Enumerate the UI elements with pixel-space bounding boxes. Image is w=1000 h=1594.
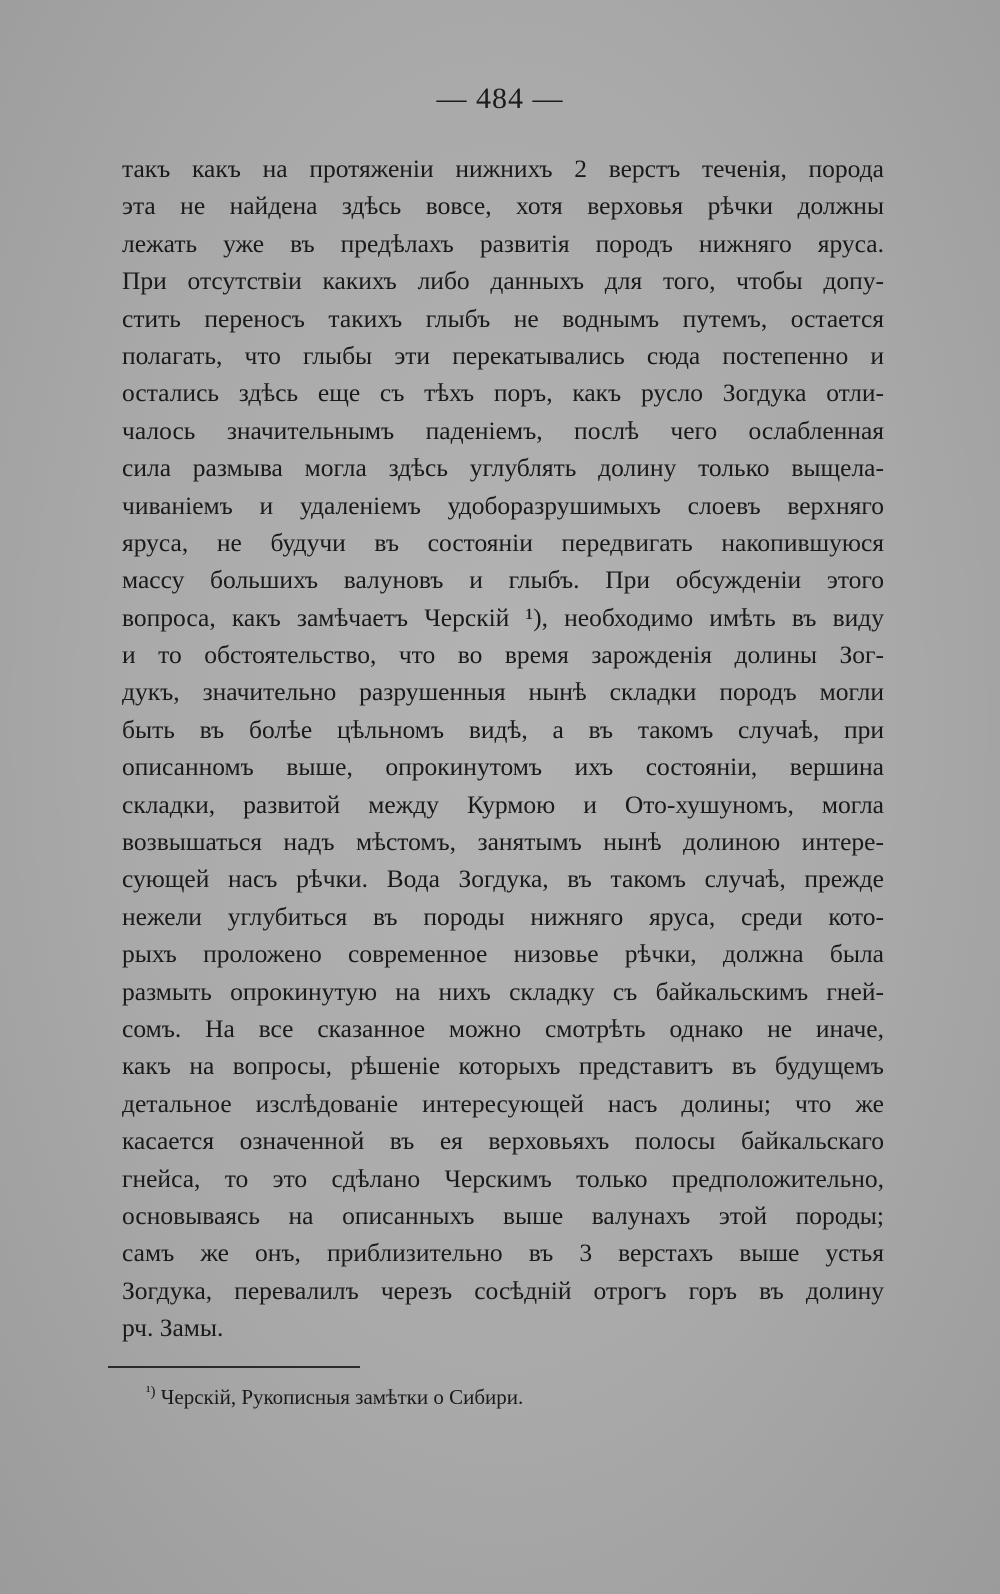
text-line: стить переносъ такихъ глыбъ не воднымъ путемъ, остается xyxy=(122,303,884,333)
footnote xyxy=(146,1382,866,1412)
text-line: лежать уже въ предѣлахъ развитія породъ нижняго яруса. xyxy=(122,228,884,258)
text-line: Зогдука, перевалилъ черезъ сосѣдній отрогъ горъ въ долину xyxy=(122,1275,884,1305)
text-line: складки, развитой между Курмою и Ото-хушуномъ, могла xyxy=(122,789,884,819)
text-line: чиваніемъ и удаленіемъ удоборазрушимыхъ слоевъ верхняго xyxy=(122,490,884,520)
footnote-text: Черскій, Рукописныя замѣтки о Сибири. xyxy=(160,1385,524,1409)
text-line: эта не найдена здѣсь вовсе, хотя верховья рѣчки должны xyxy=(122,191,884,221)
text-line: рыхъ проложено современное низовье рѣчки, должна была xyxy=(122,939,884,969)
text-line: самъ же онъ, приблизительно въ 3 верстахъ выше устья xyxy=(122,1238,884,1268)
text-line: При отсутствіи какихъ либо данныхъ для того, чтобы допу- xyxy=(122,266,884,296)
footnote-mark: ¹) xyxy=(146,1384,156,1400)
text-line: детальное изслѣдованіе интересующей насъ долины; что же xyxy=(122,1088,884,1118)
text-line: сомъ. На все сказанное можно смотрѣть однако не иначе, xyxy=(122,1013,884,1043)
text-line: касается означенной въ ея верховьяхъ полосы байкальскаго xyxy=(122,1126,884,1156)
text-line: полагать, что глыбы эти перекатывались сюда постепенно и xyxy=(122,340,884,370)
text-line: быть въ болѣе цѣльномъ видѣ, а въ такомъ случаѣ, при xyxy=(122,714,884,744)
text-line: и то обстоятельство, что во время зарожденія долины Зог- xyxy=(122,640,884,670)
text-line: такъ какъ на протяженіи нижнихъ 2 верстъ теченія, порода xyxy=(122,154,884,183)
body-text xyxy=(122,150,884,1347)
text-line: яруса, не будучи въ состояніи передвигать накопившуюся xyxy=(122,527,884,557)
text-line: остались здѣсь еще съ тѣхъ поръ, какъ русло Зогдука отли- xyxy=(122,378,884,408)
text-line: возвышаться надъ мѣстомъ, занятымъ нынѣ долиною интере- xyxy=(122,827,884,857)
text-line: дукъ, значительно разрушенныя нынѣ складки породъ могли xyxy=(122,677,884,707)
text-line: сила размыва могла здѣсь углублять долину только выщела- xyxy=(122,453,884,483)
text-line: рч. Замы. xyxy=(122,1313,224,1343)
page-number: — 484 — xyxy=(436,82,564,115)
footnote-divider xyxy=(108,1366,360,1368)
text-line: чалось значительнымъ паденіемъ, послѣ чего ослабленная xyxy=(122,415,884,445)
text-line: какъ на вопросы, рѣшеніе которыхъ представитъ въ будущемъ xyxy=(122,1051,884,1081)
text-line: основываясь на описанныхъ выше валунахъ этой породы; xyxy=(122,1200,884,1230)
text-line: размыть опрокинутую на нихъ складку съ байкальскимъ гней- xyxy=(122,976,884,1006)
text-line: массу большихъ валуновъ и глыбъ. При обсужденіи этого xyxy=(122,565,884,595)
text-line: сующей насъ рѣчки. Вода Зогдука, въ такомъ случаѣ, прежде xyxy=(122,864,884,894)
text-line: нежели углубиться въ породы нижняго яруса, среди кото- xyxy=(122,901,884,931)
text-line: гнейса, то это сдѣлано Черскимъ только предположительно, xyxy=(122,1163,884,1193)
text-line: вопроса, какъ замѣчаетъ Черскій ¹), необходимо имѣть въ виду xyxy=(122,602,884,632)
text-line: описанномъ выше, опрокинутомъ ихъ состояніи, вершина xyxy=(122,752,884,782)
